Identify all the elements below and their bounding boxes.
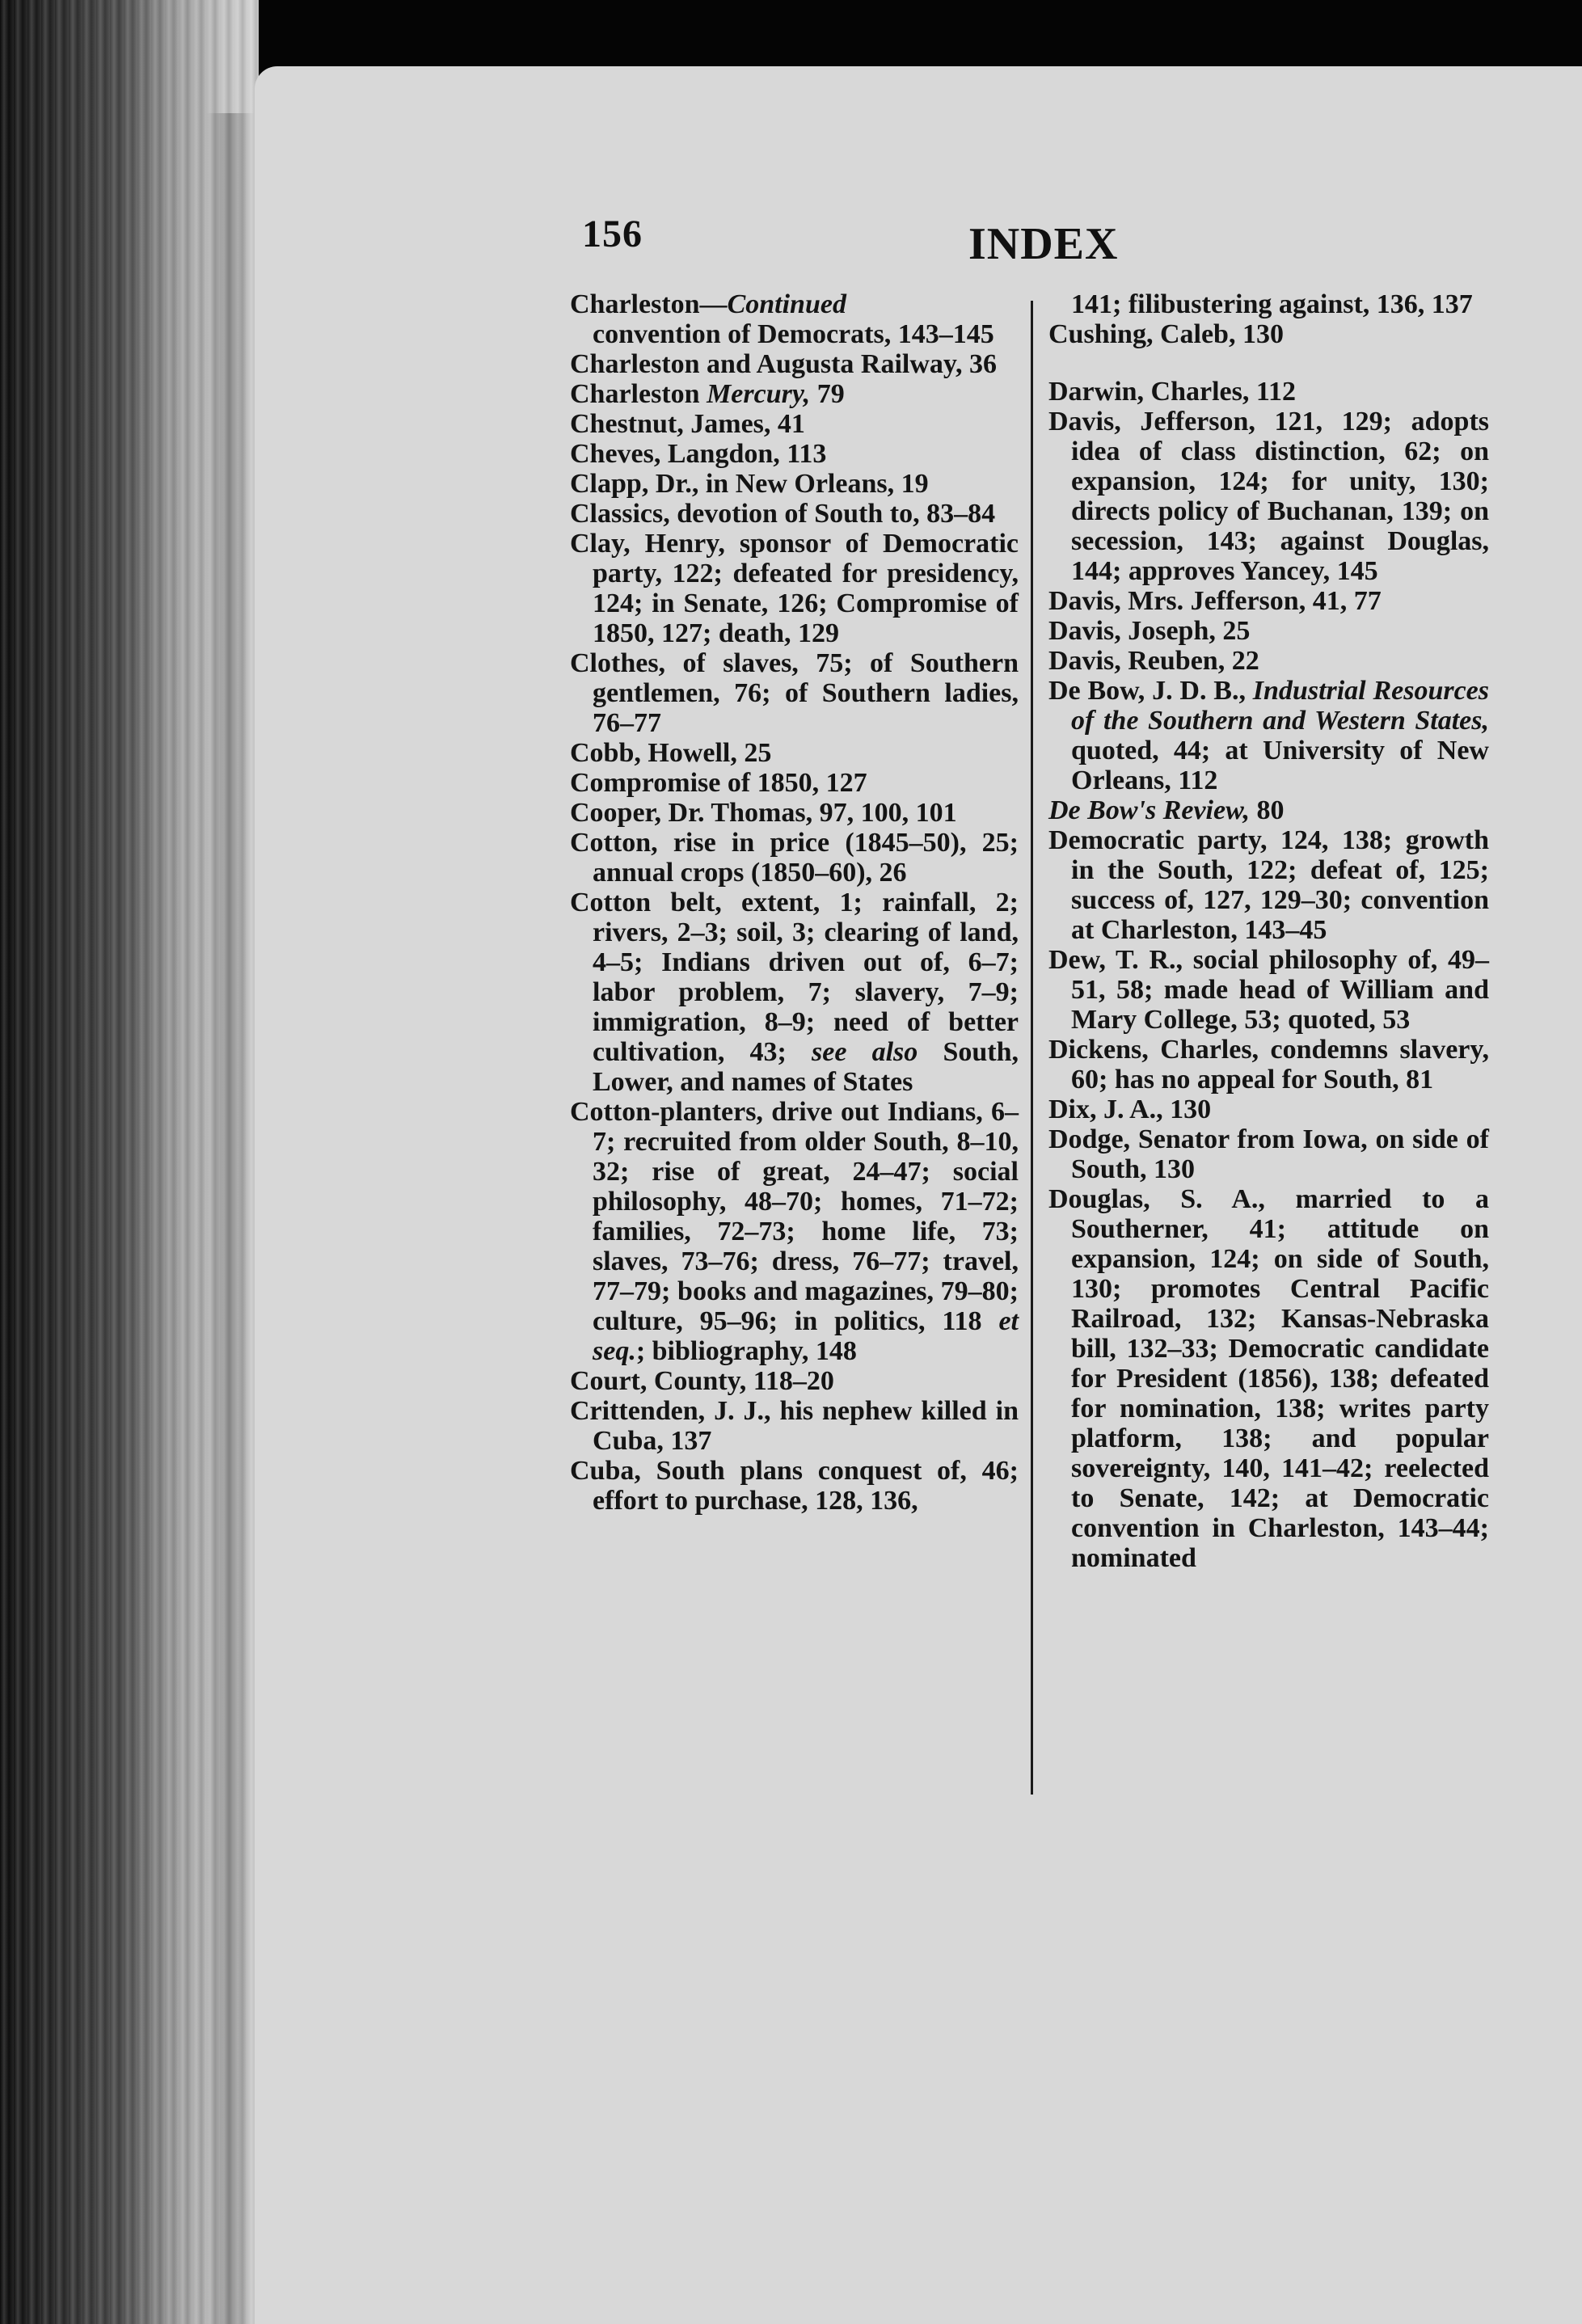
- spine-shadow: [206, 113, 255, 2324]
- index-entry: Democratic party, 124, 138; growth in the South, 122; defeat of, 125; success of, 127, 129–30; convention at Charleston, 143–45: [1048, 825, 1489, 945]
- index-entry: Charleston—Continued: [570, 289, 846, 319]
- index-entry: Compromise of 1850, 127: [570, 768, 867, 798]
- index-entry: Clapp, Dr., in New Orleans, 19: [570, 469, 929, 499]
- index-entry: Cotton, rise in price (1845–50), 25; annual crops (1850–60), 26: [570, 828, 1019, 888]
- index-column-left: [570, 289, 1019, 1516]
- index-entry: Dix, J. A., 130: [1048, 1095, 1212, 1124]
- index-continuation: 141; filibustering against, 136, 137: [1071, 289, 1473, 319]
- index-entry: Charleston Mercury, 79: [570, 379, 845, 409]
- index-entry: Cooper, Dr. Thomas, 97, 100, 101: [570, 798, 957, 828]
- index-entry: Crittenden, J. J., his nephew killed in Cuba, 137: [570, 1396, 1019, 1456]
- index-entry: Douglas, S. A., married to a Southerner, 41; attitude on expansion, 124; on side of South, 130; promotes Central Pacific Railroad, 132; Kansas-Nebraska bill, 132–33; Democratic candidate for President (1856), 138; defeated for nomination, 138; writes party platform, 138; and popular sovereignty, 140, 141–42; reelected to Senate, 142; at Democratic convention in Charleston, 143–44; nominated: [1048, 1184, 1489, 1573]
- index-entry: Court, County, 118–20: [570, 1366, 834, 1396]
- index-entry: Davis, Reuben, 22: [1048, 646, 1259, 676]
- index-entry: Dickens, Charles, condemns slavery, 60; has no appeal for South, 81: [1048, 1035, 1489, 1095]
- index-entry: Davis, Jefferson, 121, 129; adopts idea of class distinction, 62; on expansion, 124; for unity, 130; directs policy of Buchanan, 139; on secession, 143; against Douglas, 144; approves Yancey, 145: [1048, 407, 1489, 586]
- index-entry: Cushing, Caleb, 130: [1048, 319, 1284, 349]
- index-entry: Cotton belt, extent, 1; rainfall, 2; rivers, 2–3; soil, 3; clearing of land, 4–5; Indians driven out of, 6–7; labor problem, 7; slavery, 7–9; immigration, 8–9; need of better cultivation, 43; see also South, Lower, and names of States: [570, 888, 1019, 1097]
- index-subentry: convention of Democrats, 143–145: [593, 319, 994, 349]
- index-entry: De Bow, J. D. B., Industrial Resources of the Southern and Western States, quoted, 44; at University of New Orleans, 112: [1048, 676, 1489, 795]
- index-entry: Cobb, Howell, 25: [570, 738, 772, 768]
- index-entry: Davis, Joseph, 25: [1048, 616, 1251, 646]
- index-entry: Clay, Henry, sponsor of Democratic party, 122; defeated for presidency, 124; in Senate, 126; Compromise of 1850, 127; death, 129: [570, 529, 1019, 648]
- index-entry: Cotton-planters, drive out Indians, 6–7; recruited from older South, 8–10, 32; rise of great, 24–47; social philosophy, 48–70; homes, 71–72; families, 72–73; home life, 73; slaves, 73–76; dress, 76–77; travel, 77–79; books and magazines, 79–80; culture, 95–96; in politics, 118 et seq.; bibliography, 148: [570, 1097, 1019, 1366]
- index-entry: Dew, T. R., social philosophy of, 49–51, 58; made head of William and Mary College, 53; quoted, 53: [1048, 945, 1489, 1035]
- index-entry: De Bow's Review, 80: [1048, 795, 1285, 825]
- index-entry: Dodge, Senator from Iowa, on side of South, 130: [1048, 1124, 1489, 1184]
- index-entry: Davis, Mrs. Jefferson, 41, 77: [1048, 586, 1382, 616]
- page-title: INDEX: [968, 219, 1119, 269]
- index-entry: Charleston and Augusta Railway, 36: [570, 349, 998, 379]
- column-divider: [1031, 301, 1033, 1795]
- index-column-right: [1048, 289, 1489, 1573]
- page-number: 156: [582, 213, 643, 255]
- index-entry: Classics, devotion of South to, 83–84: [570, 499, 996, 529]
- index-entry: Chestnut, James, 41: [570, 409, 805, 439]
- index-entry: Cuba, South plans conquest of, 46; effort to purchase, 128, 136,: [570, 1456, 1019, 1516]
- index-entry: Clothes, of slaves, 75; of Southern gentlemen, 76; of Southern ladies, 76–77: [570, 648, 1019, 738]
- index-entry: Cheves, Langdon, 113: [570, 439, 827, 469]
- index-entry: Darwin, Charles, 112: [1048, 377, 1296, 407]
